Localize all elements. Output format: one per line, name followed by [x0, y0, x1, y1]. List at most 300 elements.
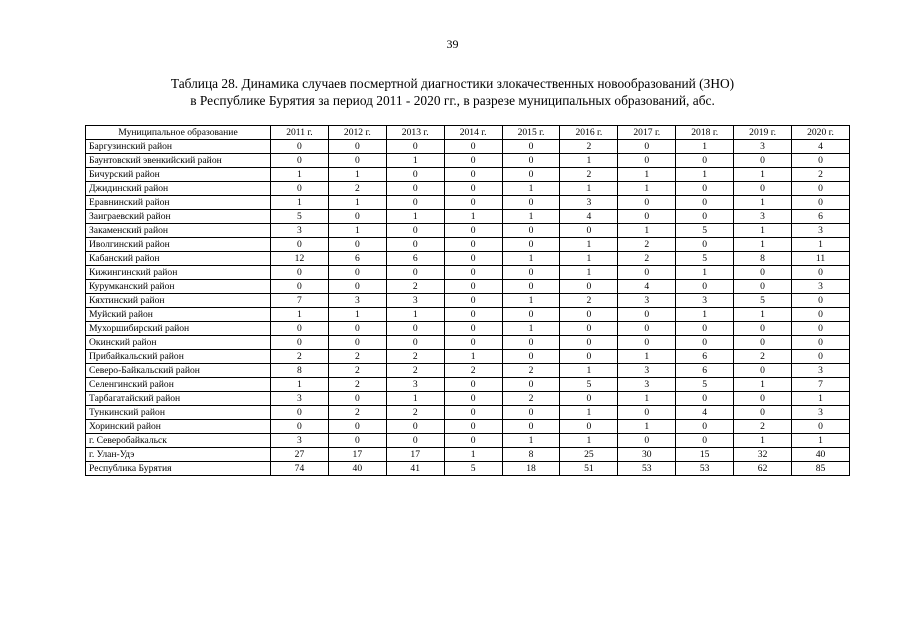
case-count-cell: 17 — [386, 448, 444, 462]
case-count-cell: 0 — [444, 378, 502, 392]
table-row — [86, 448, 850, 462]
municipality-name-cell: Баунтовский эвенкийский район — [86, 154, 271, 168]
case-count-cell: 0 — [328, 154, 386, 168]
case-count-cell: 1 — [386, 154, 444, 168]
case-count-cell: 3 — [271, 434, 329, 448]
case-count-cell: 0 — [734, 154, 792, 168]
case-count-cell: 0 — [792, 336, 850, 350]
case-count-cell: 2 — [328, 350, 386, 364]
municipality-name-cell: Закаменский район — [86, 224, 271, 238]
case-count-cell: 1 — [792, 392, 850, 406]
table-row — [86, 406, 850, 420]
table-row — [86, 182, 850, 196]
municipality-name-cell: Тункинский район — [86, 406, 271, 420]
case-count-cell: 1 — [444, 350, 502, 364]
case-count-cell: 41 — [386, 462, 444, 476]
case-count-cell: 1 — [560, 406, 618, 420]
column-header-year: 2013 г. — [386, 126, 444, 140]
case-count-cell: 62 — [734, 462, 792, 476]
case-count-cell: 2 — [734, 350, 792, 364]
case-count-cell: 30 — [618, 448, 676, 462]
case-count-cell: 5 — [676, 252, 734, 266]
case-count-cell: 0 — [676, 392, 734, 406]
case-count-cell: 0 — [386, 434, 444, 448]
case-count-cell: 2 — [328, 378, 386, 392]
column-header-year: 2019 г. — [734, 126, 792, 140]
case-count-cell: 0 — [734, 364, 792, 378]
case-count-cell: 0 — [386, 196, 444, 210]
case-count-cell: 1 — [734, 168, 792, 182]
case-count-cell: 0 — [618, 266, 676, 280]
case-count-cell: 0 — [328, 392, 386, 406]
case-count-cell: 1 — [444, 448, 502, 462]
case-count-cell: 0 — [271, 336, 329, 350]
case-count-cell: 0 — [502, 280, 560, 294]
case-count-cell: 17 — [328, 448, 386, 462]
case-count-cell: 51 — [560, 462, 618, 476]
case-count-cell: 1 — [618, 350, 676, 364]
municipality-name-cell: Окинский район — [86, 336, 271, 350]
case-count-cell: 0 — [676, 210, 734, 224]
case-count-cell: 0 — [502, 140, 560, 154]
case-count-cell: 1 — [618, 182, 676, 196]
column-header-year: 2016 г. — [560, 126, 618, 140]
case-count-cell: 7 — [792, 378, 850, 392]
case-count-cell: 3 — [734, 140, 792, 154]
case-count-cell: 1 — [271, 308, 329, 322]
case-count-cell: 0 — [560, 336, 618, 350]
column-header-year: 2012 г. — [328, 126, 386, 140]
case-count-cell: 0 — [792, 322, 850, 336]
case-count-cell: 27 — [271, 448, 329, 462]
case-count-cell: 0 — [676, 336, 734, 350]
case-count-cell: 3 — [792, 364, 850, 378]
municipality-name-cell: Бичурский район — [86, 168, 271, 182]
case-count-cell: 0 — [618, 322, 676, 336]
case-count-cell: 3 — [618, 364, 676, 378]
case-count-cell: 3 — [734, 210, 792, 224]
case-count-cell: 1 — [618, 420, 676, 434]
case-count-cell: 1 — [792, 434, 850, 448]
case-count-cell: 0 — [560, 350, 618, 364]
case-count-cell: 3 — [328, 294, 386, 308]
case-count-cell: 0 — [792, 154, 850, 168]
case-count-cell: 6 — [676, 364, 734, 378]
case-count-cell: 1 — [328, 308, 386, 322]
case-count-cell: 1 — [502, 252, 560, 266]
case-count-cell: 4 — [676, 406, 734, 420]
case-count-cell: 2 — [618, 252, 676, 266]
case-count-cell: 6 — [792, 210, 850, 224]
case-count-cell: 3 — [792, 224, 850, 238]
case-count-cell: 0 — [734, 406, 792, 420]
case-count-cell: 0 — [328, 434, 386, 448]
case-count-cell: 2 — [444, 364, 502, 378]
municipality-name-cell: Прибайкальский район — [86, 350, 271, 364]
case-count-cell: 18 — [502, 462, 560, 476]
case-count-cell: 0 — [676, 280, 734, 294]
case-count-cell: 0 — [444, 406, 502, 420]
case-count-cell: 3 — [618, 294, 676, 308]
case-count-cell: 0 — [502, 154, 560, 168]
table-row — [86, 336, 850, 350]
case-count-cell: 0 — [502, 224, 560, 238]
case-count-cell: 0 — [444, 322, 502, 336]
case-count-cell: 0 — [271, 420, 329, 434]
case-count-cell: 3 — [792, 406, 850, 420]
case-count-cell: 1 — [502, 182, 560, 196]
column-header-year: 2015 г. — [502, 126, 560, 140]
case-count-cell: 0 — [328, 280, 386, 294]
table-row — [86, 168, 850, 182]
case-count-cell: 32 — [734, 448, 792, 462]
case-count-cell: 11 — [792, 252, 850, 266]
table-caption — [0, 75, 905, 109]
case-count-cell: 0 — [444, 392, 502, 406]
case-count-cell: 0 — [328, 420, 386, 434]
case-count-cell: 2 — [386, 350, 444, 364]
case-count-cell: 0 — [444, 168, 502, 182]
case-count-cell: 0 — [444, 266, 502, 280]
municipality-name-cell: Курумканский район — [86, 280, 271, 294]
case-count-cell: 2 — [502, 392, 560, 406]
case-count-cell: 1 — [502, 434, 560, 448]
case-count-cell: 0 — [386, 168, 444, 182]
table-row — [86, 420, 850, 434]
case-count-cell: 0 — [792, 294, 850, 308]
municipality-name-cell: Селенгинский район — [86, 378, 271, 392]
case-count-cell: 0 — [386, 322, 444, 336]
municipality-name-cell: Кабанский район — [86, 252, 271, 266]
case-count-cell: 15 — [676, 448, 734, 462]
case-count-cell: 0 — [560, 224, 618, 238]
table-row — [86, 224, 850, 238]
case-count-cell: 4 — [618, 280, 676, 294]
case-count-cell: 5 — [676, 378, 734, 392]
case-count-cell: 0 — [618, 140, 676, 154]
case-count-cell: 2 — [734, 420, 792, 434]
case-count-cell: 25 — [560, 448, 618, 462]
case-count-cell: 0 — [444, 224, 502, 238]
case-count-cell: 8 — [271, 364, 329, 378]
case-count-cell: 1 — [734, 434, 792, 448]
case-count-cell: 0 — [560, 308, 618, 322]
case-count-cell: 40 — [328, 462, 386, 476]
case-count-cell: 0 — [328, 266, 386, 280]
case-count-cell: 2 — [386, 364, 444, 378]
case-count-cell: 1 — [618, 224, 676, 238]
column-header-year: 2020 г. — [792, 126, 850, 140]
case-count-cell: 0 — [792, 308, 850, 322]
case-count-cell: 1 — [560, 238, 618, 252]
column-header-year: 2017 г. — [618, 126, 676, 140]
case-count-cell: 0 — [560, 420, 618, 434]
case-count-cell: 74 — [271, 462, 329, 476]
municipality-name-cell: Заиграевский район — [86, 210, 271, 224]
case-count-cell: 0 — [676, 154, 734, 168]
case-count-cell: 0 — [386, 420, 444, 434]
case-count-cell: 0 — [502, 336, 560, 350]
case-count-cell: 0 — [676, 196, 734, 210]
case-count-cell: 1 — [792, 238, 850, 252]
municipality-name-cell: Кижингинский район — [86, 266, 271, 280]
case-count-cell: 0 — [502, 420, 560, 434]
case-count-cell: 6 — [328, 252, 386, 266]
case-count-cell: 0 — [502, 196, 560, 210]
case-count-cell: 0 — [792, 196, 850, 210]
case-count-cell: 0 — [386, 140, 444, 154]
case-count-cell: 1 — [560, 252, 618, 266]
case-count-cell: 0 — [618, 154, 676, 168]
municipality-name-cell: г. Улан-Удэ — [86, 448, 271, 462]
case-count-cell: 2 — [386, 406, 444, 420]
data-table — [85, 125, 850, 476]
table-row — [86, 322, 850, 336]
case-count-cell: 53 — [618, 462, 676, 476]
table-row — [86, 140, 850, 154]
case-count-cell: 0 — [328, 210, 386, 224]
case-count-cell: 6 — [386, 252, 444, 266]
case-count-cell: 0 — [618, 308, 676, 322]
case-count-cell: 0 — [271, 280, 329, 294]
municipality-name-cell: Мухоршибирский район — [86, 322, 271, 336]
case-count-cell: 0 — [502, 378, 560, 392]
case-count-cell: 6 — [676, 350, 734, 364]
case-count-cell: 0 — [444, 336, 502, 350]
case-count-cell: 5 — [734, 294, 792, 308]
case-count-cell: 1 — [676, 266, 734, 280]
case-count-cell: 0 — [618, 196, 676, 210]
case-count-cell: 1 — [676, 140, 734, 154]
municipality-name-cell: г. Северобайкальск — [86, 434, 271, 448]
case-count-cell: 0 — [386, 224, 444, 238]
case-count-cell: 0 — [734, 182, 792, 196]
case-count-cell: 0 — [386, 336, 444, 350]
case-count-cell: 3 — [271, 224, 329, 238]
case-count-cell: 0 — [502, 238, 560, 252]
case-count-cell: 0 — [502, 308, 560, 322]
municipality-name-cell: Хоринский район — [86, 420, 271, 434]
case-count-cell: 53 — [676, 462, 734, 476]
case-count-cell: 3 — [560, 196, 618, 210]
table-row — [86, 434, 850, 448]
column-header-year: 2018 г. — [676, 126, 734, 140]
case-count-cell: 0 — [444, 196, 502, 210]
case-count-cell: 1 — [618, 168, 676, 182]
case-count-cell: 3 — [792, 280, 850, 294]
case-count-cell: 2 — [560, 168, 618, 182]
case-count-cell: 0 — [792, 350, 850, 364]
case-count-cell: 5 — [560, 378, 618, 392]
case-count-cell: 0 — [502, 266, 560, 280]
column-header-municipality: Муниципальное образование — [86, 126, 271, 140]
table-row — [86, 196, 850, 210]
case-count-cell: 0 — [444, 280, 502, 294]
case-count-cell: 0 — [328, 322, 386, 336]
case-count-cell: 3 — [386, 378, 444, 392]
case-count-cell: 3 — [618, 378, 676, 392]
table-body — [86, 140, 850, 476]
case-count-cell: 1 — [560, 266, 618, 280]
case-count-cell: 0 — [386, 266, 444, 280]
case-count-cell: 1 — [734, 196, 792, 210]
case-count-cell: 2 — [386, 280, 444, 294]
caption-line-1: Таблица 28. Динамика случаев посмертной диагностики злокачественных новообразований (ЗНО) — [170, 76, 735, 91]
case-count-cell: 7 — [271, 294, 329, 308]
case-count-cell: 1 — [271, 196, 329, 210]
table-row — [86, 308, 850, 322]
column-header-year: 2014 г. — [444, 126, 502, 140]
caption-line-2: в Республике Бурятия за период 2011 - 2020 гг., в разрезе муниципальных образований, абс. — [190, 93, 715, 108]
case-count-cell: 2 — [560, 140, 618, 154]
case-count-cell: 0 — [676, 238, 734, 252]
case-count-cell: 0 — [734, 266, 792, 280]
case-count-cell: 1 — [386, 392, 444, 406]
case-count-cell: 0 — [328, 140, 386, 154]
case-count-cell: 0 — [502, 168, 560, 182]
case-count-cell: 0 — [618, 210, 676, 224]
column-header-year: 2011 г. — [271, 126, 329, 140]
case-count-cell: 4 — [560, 210, 618, 224]
case-count-cell: 8 — [502, 448, 560, 462]
table-row — [86, 392, 850, 406]
case-count-cell: 0 — [444, 434, 502, 448]
case-count-cell: 1 — [386, 210, 444, 224]
table-header-row — [86, 126, 850, 140]
case-count-cell: 0 — [734, 280, 792, 294]
case-count-cell: 0 — [271, 182, 329, 196]
case-count-cell: 0 — [560, 392, 618, 406]
case-count-cell: 0 — [676, 322, 734, 336]
table-row — [86, 378, 850, 392]
case-count-cell: 1 — [734, 378, 792, 392]
case-count-cell: 0 — [328, 336, 386, 350]
table-row — [86, 350, 850, 364]
case-count-cell: 5 — [676, 224, 734, 238]
case-count-cell: 1 — [560, 434, 618, 448]
case-count-cell: 1 — [328, 224, 386, 238]
table-row — [86, 280, 850, 294]
table-row — [86, 238, 850, 252]
table-row — [86, 294, 850, 308]
case-count-cell: 0 — [271, 238, 329, 252]
case-count-cell: 0 — [271, 154, 329, 168]
case-count-cell: 0 — [271, 266, 329, 280]
case-count-cell: 1 — [386, 308, 444, 322]
case-count-cell: 2 — [271, 350, 329, 364]
page-number: 39 — [446, 37, 459, 51]
case-count-cell: 0 — [444, 154, 502, 168]
municipality-name-cell: Баргузинский район — [86, 140, 271, 154]
case-count-cell: 0 — [444, 252, 502, 266]
case-count-cell: 1 — [618, 392, 676, 406]
case-count-cell: 0 — [502, 406, 560, 420]
table-row — [86, 462, 850, 476]
case-count-cell: 1 — [271, 168, 329, 182]
case-count-cell: 2 — [328, 182, 386, 196]
case-count-cell: 1 — [328, 168, 386, 182]
municipality-name-cell: Иволгинский район — [86, 238, 271, 252]
case-count-cell: 0 — [444, 420, 502, 434]
case-count-cell: 1 — [560, 364, 618, 378]
case-count-cell: 0 — [734, 322, 792, 336]
case-count-cell: 8 — [734, 252, 792, 266]
case-count-cell: 0 — [618, 434, 676, 448]
case-count-cell: 1 — [676, 168, 734, 182]
case-count-cell: 5 — [271, 210, 329, 224]
case-count-cell: 0 — [328, 238, 386, 252]
case-count-cell: 2 — [328, 406, 386, 420]
table-row — [86, 154, 850, 168]
case-count-cell: 0 — [734, 392, 792, 406]
case-count-cell: 0 — [386, 182, 444, 196]
municipality-name-cell: Муйский район — [86, 308, 271, 322]
case-count-cell: 0 — [444, 182, 502, 196]
case-count-cell: 0 — [271, 322, 329, 336]
case-count-cell: 0 — [444, 238, 502, 252]
case-count-cell: 0 — [734, 336, 792, 350]
case-count-cell: 0 — [271, 406, 329, 420]
case-count-cell: 12 — [271, 252, 329, 266]
case-count-cell: 0 — [618, 336, 676, 350]
case-count-cell: 1 — [734, 238, 792, 252]
municipality-name-cell: Еравнинский район — [86, 196, 271, 210]
case-count-cell: 4 — [792, 140, 850, 154]
table-row — [86, 266, 850, 280]
case-count-cell: 3 — [386, 294, 444, 308]
case-count-cell: 0 — [792, 182, 850, 196]
case-count-cell: 1 — [444, 210, 502, 224]
case-count-cell: 0 — [444, 294, 502, 308]
case-count-cell: 0 — [676, 434, 734, 448]
case-count-cell: 2 — [560, 294, 618, 308]
table-row — [86, 210, 850, 224]
case-count-cell: 0 — [386, 238, 444, 252]
case-count-cell: 0 — [792, 266, 850, 280]
case-count-cell: 1 — [734, 224, 792, 238]
case-count-cell: 1 — [734, 308, 792, 322]
case-count-cell: 1 — [676, 308, 734, 322]
table-row — [86, 364, 850, 378]
case-count-cell: 1 — [560, 182, 618, 196]
case-count-cell: 1 — [560, 154, 618, 168]
case-count-cell: 3 — [271, 392, 329, 406]
municipality-name-cell: Республика Бурятия — [86, 462, 271, 476]
case-count-cell: 0 — [676, 420, 734, 434]
case-count-cell: 2 — [792, 168, 850, 182]
case-count-cell: 1 — [502, 294, 560, 308]
case-count-cell: 3 — [676, 294, 734, 308]
municipality-name-cell: Кяхтинский район — [86, 294, 271, 308]
case-count-cell: 85 — [792, 462, 850, 476]
case-count-cell: 40 — [792, 448, 850, 462]
case-count-cell: 0 — [676, 182, 734, 196]
case-count-cell: 0 — [271, 140, 329, 154]
case-count-cell: 2 — [502, 364, 560, 378]
case-count-cell: 1 — [271, 378, 329, 392]
case-count-cell: 1 — [502, 210, 560, 224]
case-count-cell: 5 — [444, 462, 502, 476]
case-count-cell: 0 — [560, 322, 618, 336]
case-count-cell: 2 — [328, 364, 386, 378]
case-count-cell: 0 — [444, 140, 502, 154]
case-count-cell: 1 — [502, 322, 560, 336]
municipality-name-cell: Северо-Байкальский район — [86, 364, 271, 378]
case-count-cell: 0 — [502, 350, 560, 364]
case-count-cell: 2 — [618, 238, 676, 252]
municipality-name-cell: Джидинский район — [86, 182, 271, 196]
municipality-name-cell: Тарбагатайский район — [86, 392, 271, 406]
